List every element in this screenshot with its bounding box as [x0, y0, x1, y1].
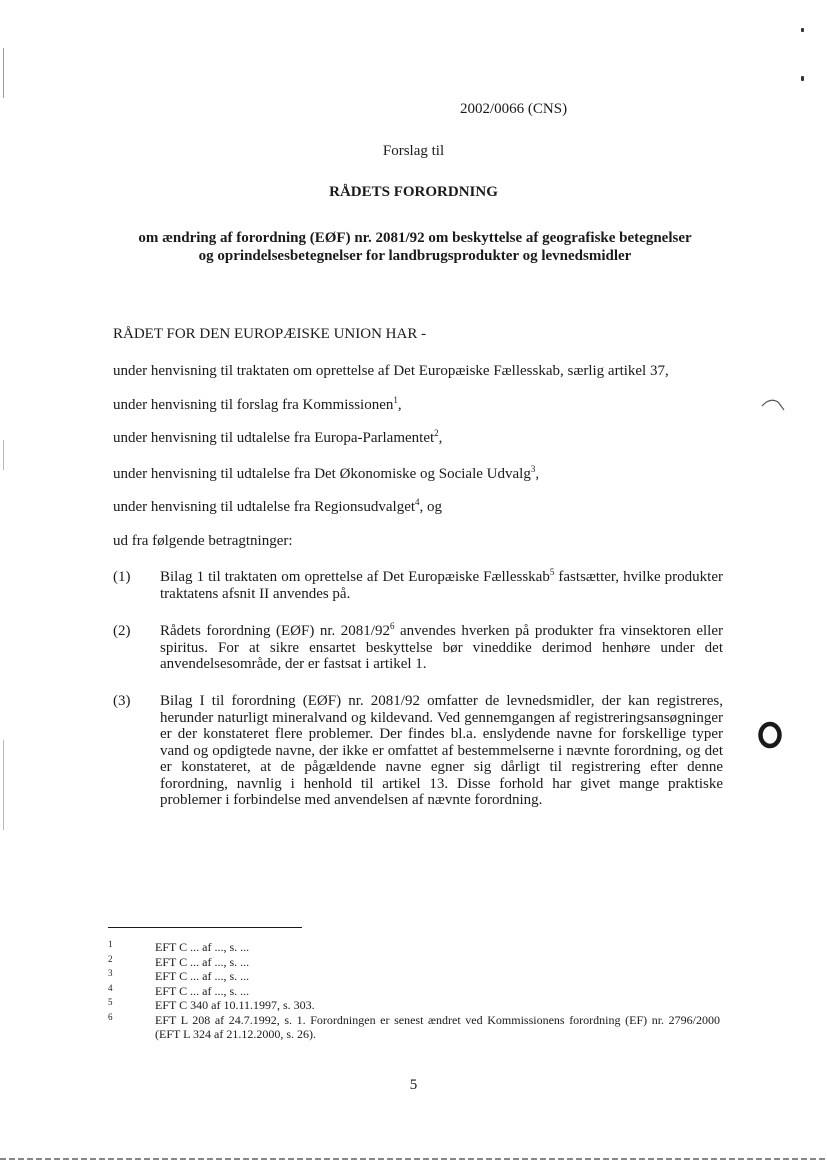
footnotes	[108, 940, 720, 1042]
recital-1	[113, 569, 723, 602]
footnote-number: 3	[108, 968, 113, 978]
footnote-ref[interactable]: 6	[389, 621, 395, 631]
scan-edge-line	[3, 48, 4, 98]
document-reference: 2002/0066 (CNS)	[460, 101, 568, 117]
recital-number: (2)	[113, 623, 131, 639]
proposal-label: Forslag til	[382, 143, 445, 159]
footnote-number: 5	[108, 997, 113, 1007]
footnote: 5 EFT C 340 af 10.11.1997, s. 303.	[108, 997, 315, 1012]
punch-hole-icon	[756, 720, 786, 750]
footnote-ref[interactable]: 3	[530, 464, 536, 474]
footnote-ref[interactable]: 1	[393, 395, 398, 405]
recital-2	[113, 623, 723, 673]
page-number: 5	[409, 1077, 418, 1093]
footnote: 4 EFT C ... af ..., s. ...	[108, 982, 250, 998]
preamble-line: under henvisning til udtalelse fra Det Økonomiske og Sociale Udvalg$^3$,	[113, 464, 540, 482]
scan-bottom-edge	[0, 1158, 827, 1160]
footnote-number: 4	[108, 982, 113, 993]
preamble-line: under henvisning til forslag fra Kommissionen$^1$,	[113, 395, 402, 413]
footnote-ref[interactable]: 4	[415, 497, 420, 507]
scan-mark-icon	[760, 394, 788, 416]
council-heading: RÅDET FOR DEN EUROPÆISKE UNION HAR -	[113, 326, 427, 342]
preamble-line: under henvisning til udtalelse fra Regionsudvalget$^4$, og	[113, 497, 443, 515]
subtitle-line-1: om ændring af forordning (EØF) nr. 2081/92 om beskyttelse af geografiske betegnelser	[138, 230, 692, 246]
footnote: 2 EFT C ... af ..., s. ...	[108, 953, 250, 969]
footnote-ref[interactable]: 5	[549, 567, 555, 577]
recital-number: (1)	[113, 569, 131, 585]
scan-edge-line	[3, 440, 4, 470]
recital-text: Bilag 1 til traktaten om oprettelse af Det Europæiske Fællesskab$^5$ fastsætter, hvilke produkter traktatens afsnit II anvendes på.	[160, 567, 723, 602]
document-title: RÅDETS FORORDNING	[329, 184, 498, 200]
preamble-line: under henvisning til traktaten om oprettelse af Det Europæiske Fællesskab, særlig artikel 37,	[113, 363, 669, 379]
recital-text: Bilag I til forordning (EØF) nr. 2081/92 omfatter de levnedsmidler, der kan registreres, herunder naturligt mineralvand og kildevand. Ved gennemgangen af registreringsansøgninger er der konstateret flere problemer. Der findes bl.a. enslydende navne for forskellige typer vand og opdigtede navne, der ikke er omfattet af bestemmelserne i nævnte forordning, og det er konstateret, at de pågældende navne egner sig dårligt til registrering efter denne forordning, navnlig i henhold til artikel 13. Disse forhold har givet mange praktiske problemer i forbindelse med anvendelsen af nævnte forordning.	[160, 693, 723, 808]
subtitle-line-2: og oprindelsesbetegnelser for landbrugsprodukter og levnedsmidler	[198, 248, 632, 264]
preamble-line: ud fra følgende betragtninger:	[113, 533, 293, 549]
scan-speck	[801, 28, 804, 32]
scan-edge-line	[3, 740, 4, 830]
footnote-ref[interactable]: 2	[434, 428, 439, 438]
preamble-line: under henvisning til udtalelse fra Europa-Parlamentet$^2$,	[113, 428, 443, 446]
footnote-separator	[108, 927, 302, 928]
footnote-number: 6	[108, 1011, 113, 1022]
recital-number: (3)	[113, 693, 131, 709]
recital-text: Rådets forordning (EØF) nr. $2081/92^6$ anvendes hverken på produkter fra vinsektoren eller spiritus. For at sikre ensartet beskyttelse bør vineddike derimod henhøre under det anvendelsesområde, der er fastsat i artikel 1.	[160, 621, 724, 672]
scan-speck	[801, 76, 804, 81]
footnote-number: 1	[108, 939, 113, 949]
footnote: 1 EFT C ... af ..., s. ...	[108, 939, 250, 954]
footnote-number: 2	[108, 953, 113, 964]
footnote: 3 EFT C ... af ..., s. ...	[108, 968, 250, 983]
footnote: 6 EFT L 208 af 24.7.1992, s. 1. Forordningen er senest ændret ved Kommissionens forordning (EF) nr. 2796/2000 (EFT L 324 af 21.12.2000, s. 26).	[108, 1011, 720, 1041]
recital-3	[113, 693, 723, 809]
document-subtitle	[100, 229, 730, 265]
